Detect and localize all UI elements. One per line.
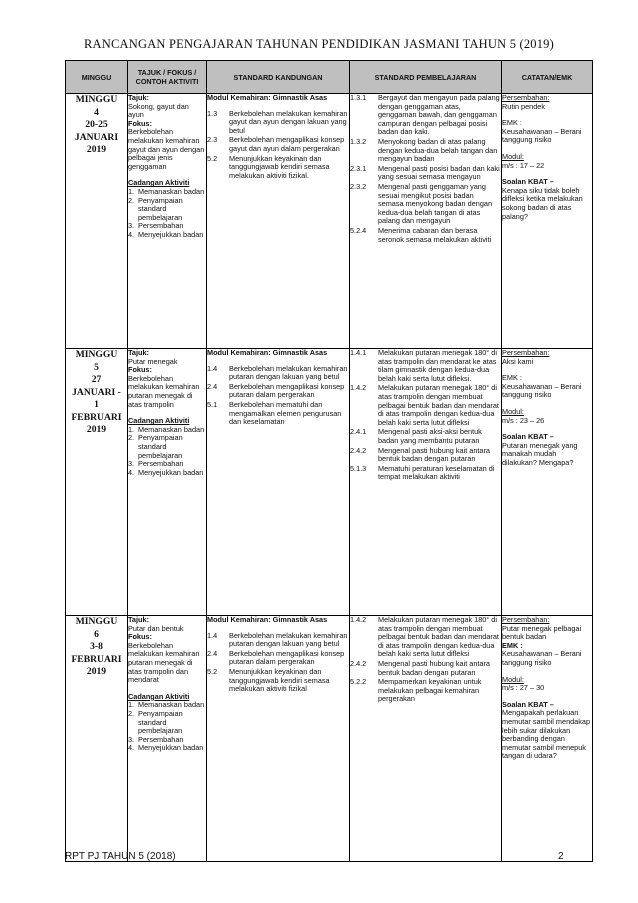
list-item: [207, 668, 349, 694]
sk-code: 2.4: [207, 648, 218, 658]
list-item: [207, 632, 349, 649]
tajuk-text: Putar menegak: [128, 356, 178, 366]
standard-learning-cell: [350, 94, 502, 349]
note-line: Mengapakah perlakuan memutar sambil mendakap lebih sukar dilakukan berbanding dengan memutar sambil menepuk tangan di udara?: [502, 708, 591, 761]
sp-code: 2.3.1: [350, 163, 367, 173]
note-line: Keusahawanan – Berani tanggung risiko: [502, 649, 582, 667]
sk-code: 5.2: [207, 666, 218, 676]
sp-text: Bergayut dan mengayun pada palang dengan genggaman atas, genggaman bawah, dan genggaman campuran dengan pelbagai posisi badan dan kaki.: [378, 93, 500, 137]
cadangan-label: Cadangan Aktiviti: [128, 178, 190, 188]
list-item: [350, 660, 501, 677]
list-item: [350, 94, 501, 137]
note-line: m/s : 23 – 26: [502, 415, 545, 425]
topic-cell: [128, 94, 207, 349]
standard-content-cell: [207, 616, 350, 862]
sp-code: 1.3.1: [350, 93, 367, 102]
note-line: EMK :: [502, 373, 522, 383]
module-title: Modul Kemahiran: Gimnastik Asas: [207, 348, 328, 357]
sp-code: 1.4.2: [350, 383, 367, 393]
activity-list: [128, 188, 206, 240]
sp-code: 2.4.2: [350, 658, 367, 668]
sp-text: Menyokong badan di atas palang dengan kedua-dua belah tangan dan mengayun badan: [378, 136, 498, 164]
sp-code: 2.4.2: [350, 445, 367, 455]
module-title: Modul Kemahiran: Gimnastik Asas: [207, 93, 328, 102]
cadangan-label: Cadangan Aktiviti: [128, 416, 190, 426]
note-line: Aksi kami: [502, 356, 534, 366]
list-item: 2. Penyampaian standard pembelajaran: [128, 434, 206, 460]
activity-text: Menyejukkan badan: [138, 743, 204, 753]
activity-list: [128, 426, 206, 478]
sp-text: Melakukan putaran menegak 180° di atas trampolin dengan membuat pelbagai bentuk badan dan mendarat di atas trampolin dengan kedua-dua belah kaki serta lutut difleksi: [378, 383, 499, 427]
week-line: 4: [94, 106, 99, 118]
note-line: Soalan KBAT –: [502, 177, 554, 187]
sk-text: Berkebolehan melakukan kemahiran putaran dengan lakuan yang betul: [229, 630, 348, 649]
list-item: 1. Memanaskan badan: [128, 424, 205, 434]
footer-label: RPT PJ TAHUN 5 (2018): [65, 851, 176, 862]
list-item: [350, 349, 501, 383]
sk-code: 1.3: [207, 108, 218, 118]
fokus-text: Berkebolehan melakukan kemahiran putaran menegak di atas trampolin dan mendarat: [128, 640, 200, 685]
list-item: 1. Memanaskan badan: [128, 186, 205, 196]
activity-text: Menyejukkan badan: [138, 467, 204, 477]
sk-text: Berkebolehan mematuhi dan mengamalkan elemen pengurusan dan keselamatan: [229, 399, 342, 427]
table-row: [66, 616, 593, 862]
header-standard-content: STANDARD KANDUNGAN: [207, 61, 350, 94]
week-line: 5: [94, 361, 99, 373]
sp-text: Melakukan putaran menegak 180° di atas trampolin dengan membuat pelbagai bentuk badan dan mendarat di atas trampolin dengan kedua-dua belah kaki serta lutut difleksi: [378, 615, 499, 659]
header-standard-learning: STANDARD PEMBELAJARAN: [350, 61, 502, 94]
header-topic: TAJUK / FOKUS / CONTOH AKTIVITI: [128, 61, 207, 94]
page-number: 2: [558, 851, 564, 862]
list-item: 4. Menyejukkan badan: [128, 743, 204, 753]
note-line: Rutin pendek: [502, 101, 546, 111]
list-item: [350, 183, 501, 226]
fokus-label: Fokus:: [128, 118, 152, 128]
notes-cell: [502, 94, 593, 349]
note-line: Putaran menegak yang manakah mudah dilakukan? Mengapa?: [502, 440, 578, 467]
header-notes: CATATAN/EMK: [502, 61, 593, 94]
list-item: [207, 650, 349, 667]
activity-text: Menyejukkan badan: [138, 229, 204, 239]
tajuk-label: Tajuk:: [128, 348, 149, 357]
sp-text: Mematuhi peraturan keselamatan di tempat melakukan aktiviti: [378, 463, 495, 482]
sk-text: Menunjukkan keyakinan dan tanggungjawab kendiri semasa melakukan aktiviti fizikal.: [229, 153, 330, 180]
list-item: [207, 401, 349, 427]
sp-text: Mengenal pasti genggaman yang sesuai mengikut posisi badan semasa menyokong badan dengan kedua-dua belah tangan di atas palang dan mengayun: [378, 181, 492, 226]
standard-learning-cell: [350, 349, 502, 616]
sk-code: 5.2: [207, 153, 218, 163]
tajuk-label: Tajuk:: [128, 615, 149, 624]
notes-cell: [502, 349, 593, 616]
week-line: 20-25: [85, 119, 108, 130]
standard-learning-cell: [350, 616, 502, 862]
week-line: 3-8: [90, 641, 103, 652]
week-line: MINGGU: [75, 616, 118, 627]
week-line: 6: [94, 628, 99, 640]
tajuk-text: Sokong, gayut dan ayun: [128, 101, 189, 120]
sp-code: 5.2.4: [350, 225, 367, 235]
sp-text: Mempamerkan keyakinan untuk melakukan pelbagai kemahiran pergerakan: [378, 677, 482, 704]
list-item: [207, 155, 349, 181]
sp-code: 2.4.1: [350, 427, 367, 437]
sk-text: Berkebolehan melakukan kemahiran gayut dan ayun dengan lakuan yang betul: [229, 108, 348, 135]
sp-code: 1.3.2: [350, 136, 367, 146]
note-line: Modul:: [502, 674, 524, 684]
sk-code: 2.4: [207, 381, 218, 391]
activity-list: [128, 701, 206, 753]
sp-text: Mengenal pasti hubung kait antara bentuk badan dengan putaran: [378, 658, 490, 677]
list-item: 3. Persembahan: [128, 221, 184, 231]
header-week: MINGGU: [66, 61, 128, 94]
fokus-text: Berkebolehan melakukan kemahiran putaran menegak di atas trampolin: [128, 373, 200, 409]
week-line: JANUARI -: [72, 386, 121, 398]
list-item: 2. Penyampaian standard pembelajaran: [128, 197, 206, 223]
fokus-text: Berkebolehan melakukan kemahiran gayut dan ayun dengan pelbagai jenis genggaman: [128, 127, 205, 171]
sk-text: Berkebolehan mengaplikasi konsep putaran dalam pergerakan: [229, 381, 345, 400]
fokus-label: Fokus:: [128, 632, 152, 642]
note-line: Soalan KBAT –: [502, 699, 554, 709]
activity-text: Persembahan: [138, 459, 184, 469]
note-line: Persembahan:: [502, 348, 550, 357]
table-row: [66, 94, 593, 349]
week-cell: [66, 94, 128, 349]
week-line: 1: [94, 399, 99, 410]
note-line: Kenapa siku tidak boleh difleksi ketika melakukan sokong badan di atas palang?: [502, 185, 583, 221]
list-item: 3. Persembahan: [128, 459, 184, 469]
lesson-plan-table: [65, 60, 593, 862]
week-line: FEBRUARI: [71, 411, 122, 423]
week-line: FEBRUARI: [71, 653, 122, 665]
note-line: Persembahan:: [502, 93, 550, 102]
sp-code: 2.3.2: [350, 181, 367, 191]
sk-text: Menunjukkan keyakinan dan tanggungjawab kendiri semasa melakukan aktiviti fizikal: [229, 666, 330, 694]
sp-code: 5.1.3: [350, 463, 367, 473]
note-line: EMK :: [502, 640, 523, 650]
activity-text: Memanaskan badan: [138, 186, 205, 196]
sp-text: Mengenal pasti aksi-aksi bentuk badan yang membantu putaran: [378, 427, 482, 445]
note-line: Keusahawanan – Berani tanggung risiko: [502, 381, 582, 400]
list-item: [207, 110, 349, 136]
topic-cell: [128, 349, 207, 616]
activity-text: Persembahan: [138, 221, 184, 231]
note-line: m/s : 27 – 30: [502, 683, 545, 693]
table-row: [66, 349, 593, 616]
document-title: RANCANGAN PENGAJARAN TAHUNAN PENDIDIKAN JASMANI TAHUN 5 (2019): [83, 37, 554, 51]
sk-code: 5.1: [207, 399, 218, 409]
list-item: 1. Memanaskan badan: [128, 700, 205, 710]
tajuk-label: Tajuk:: [128, 93, 149, 102]
standard-content-cell: [207, 94, 350, 349]
standard-content-cell: [207, 349, 350, 616]
list-item: [350, 678, 501, 704]
list-item: 4. Menyejukkan badan: [128, 467, 204, 477]
activity-text: Penyampaian standard pembelajaran: [138, 195, 183, 222]
list-item: [350, 138, 501, 164]
sp-code: 1.4.1: [350, 348, 367, 357]
week-cell: [66, 616, 128, 862]
list-item: [350, 227, 501, 244]
week-line: 27: [91, 374, 102, 385]
week-line: 2019: [86, 424, 107, 435]
sp-code: 5.2.2: [350, 677, 367, 687]
week-line: MINGGU: [75, 94, 118, 105]
sp-code: 1.4.2: [350, 615, 367, 624]
sk-code: 1.4: [207, 363, 218, 373]
cadangan-label: Cadangan Aktiviti: [128, 691, 190, 701]
sk-text: Berkebolehan mengaplikasi konsep putaran dalam pergerakan: [229, 648, 345, 667]
notes-cell: [502, 616, 593, 862]
note-line: EMK :: [502, 118, 522, 128]
activity-text: Memanaskan badan: [138, 700, 205, 710]
note-line: Persembahan:: [502, 615, 550, 624]
note-line: m/s : 17 – 22: [502, 160, 545, 170]
note-line: Soalan KBAT –: [502, 432, 554, 442]
list-item: 2. Penyampaian standard pembelajaran: [128, 710, 206, 736]
tajuk-text: Putar dan bentuk: [128, 623, 184, 633]
list-item: [350, 384, 501, 427]
week-line: 2019: [86, 666, 107, 677]
week-cell: [66, 349, 128, 616]
activity-text: Penyampaian standard pembelajaran: [138, 433, 183, 460]
activity-text: Penyampaian standard pembelajaran: [138, 708, 183, 736]
sp-text: Mengenal pasti posisi badan dan kaki yang sesuai semasa mengayun: [378, 163, 500, 182]
list-item: [350, 165, 501, 182]
list-item: [207, 136, 349, 153]
list-item: [350, 465, 501, 482]
week-line: 2019: [86, 144, 107, 155]
sk-code: 1.4: [207, 630, 218, 640]
week-line: JANUARI: [74, 131, 119, 143]
sp-text: Mengenal pasti hubung kait antara bentuk badan dengan putaran: [378, 445, 490, 464]
list-item: 3. Persembahan: [128, 734, 184, 744]
module-title: Modul Kemahiran: Gimnastik Asas: [207, 615, 328, 624]
table-header-row: [66, 61, 593, 94]
list-item: 4. Menyejukkan badan: [128, 229, 204, 239]
sp-text: Melakukan putaran menegak 180° di atas trampolin dan mendarat ke atas tilam gimnastik dengan kedua-dua belah kaki serta lutut difleksi.: [378, 348, 497, 383]
list-item: [207, 383, 349, 400]
note-line: Keusahawanan – Berani tanggung risiko: [502, 126, 582, 145]
activity-text: Persembahan: [138, 734, 184, 744]
note-line: Putar menegak pelbagai bentuk badan: [502, 623, 582, 642]
note-line: Modul:: [502, 406, 524, 416]
sk-code: 2.3: [207, 135, 218, 145]
sk-text: Berkebolehan melakukan kemahiran putaran dengan lakuan yang betul: [229, 363, 348, 382]
note-line: Modul:: [502, 151, 524, 161]
activity-text: Memanaskan badan: [138, 424, 205, 434]
list-item: [350, 428, 501, 445]
topic-cell: [128, 616, 207, 862]
fokus-label: Fokus:: [128, 365, 152, 375]
sk-text: Berkebolehan mengaplikasi konsep gayut dan ayun dalam pergerakan: [229, 135, 345, 153]
sp-text: Menerima cabaran dan berasa seronok semasa melakukan aktiviti: [378, 225, 492, 244]
list-item: [350, 447, 501, 464]
list-item: [350, 616, 501, 659]
list-item: [207, 365, 349, 382]
week-line: MINGGU: [75, 349, 118, 360]
